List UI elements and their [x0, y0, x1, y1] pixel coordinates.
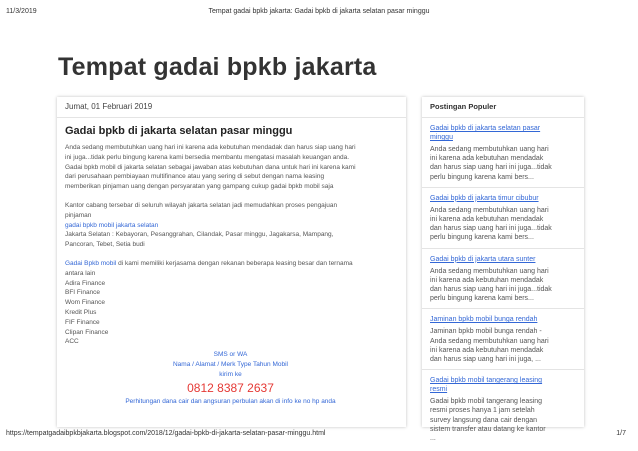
contact-cta: [65, 350, 396, 407]
popular-post-title[interactable]: Gadai bpkb di jakarta selatan pasar minggu: [430, 125, 541, 141]
popular-post-snippet: Anda sedang membutuhkan uang hari ini karena ada kebutuhan mendadak dan harus siap uang hari ini juga...tidak perlu bingung karena kami bers...: [430, 146, 552, 181]
text-line: antara lain: [65, 269, 96, 277]
finance-item: Wom Finance: [65, 299, 105, 307]
popular-post-snippet: Anda sedang membutuhkan uang hari ini karena ada kebutuhan mendadak dan harus siap uang hari ini juga...tidak perlu bingung karena kami bers...: [430, 206, 552, 242]
text-line: Anda sedang membutuhkan uang hari ini karena ada kebutuhan mendadak dan harus siap uang hari: [65, 144, 356, 151]
finance-item: ACC: [65, 338, 79, 346]
branch-paragraph: [65, 201, 396, 250]
post-card: [57, 97, 406, 427]
popular-post-title[interactable]: Gadai bpkb di jakarta timur cibubur: [430, 194, 539, 202]
text-line: pinjaman: [65, 211, 92, 219]
popular-post-item: [422, 309, 584, 370]
popular-post-item: [422, 118, 584, 188]
popular-post-snippet: Anda sedang membutuhkan uang hari ini karena ada kebutuhan mendadak dan harus siap uang hari ini juga...tidak perlu bingung karena kami bers...: [430, 267, 552, 303]
sms-wa-link[interactable]: SMS or WA: [213, 351, 248, 359]
gadai-bpkb-jaksel-link[interactable]: gadai bpkb mobil jakarta selatan: [65, 221, 159, 229]
popular-post-title[interactable]: Jaminan bpkb mobil bunga rendah: [430, 316, 538, 324]
popular-post-title[interactable]: Gadai bpkb mobil tangerang leasing resmi: [430, 377, 543, 394]
popular-post-snippet: Gadai bpkb mobil tangerang leasing resmi proses hanya 1 jam setelah survey langsung dana cair dengan sistem transfer atau datang ke kantor ...: [430, 398, 546, 443]
print-page-number: 1/7: [616, 430, 626, 437]
phone-number[interactable]: 0812 8387 2637: [187, 381, 274, 396]
print-date: 11/3/2019: [6, 8, 37, 15]
text-line: dari perusahaan pembiayaan multifinance atau yang sering di sebut dengan nama leasing: [65, 173, 325, 181]
popular-posts-heading: Postingan Populer: [422, 97, 584, 118]
finance-item: Clipan Finance: [65, 328, 109, 336]
text-line: Kantor cabang tersebar di seluruh wilayah jakarta selatan jadi memudahkan proses pengajuan: [65, 201, 338, 209]
intro-paragraph: [65, 143, 396, 192]
kirim-ke-link[interactable]: kirim ke: [219, 371, 242, 379]
partner-text: di kami memiliki kerjasama dengan rekanan beberapa leasing besar dan ternama: [116, 259, 353, 267]
text-line: ini juga...tidak perlu bingung karena kami bersedia membantu mengatasi masalah keuangan anda.: [65, 153, 350, 161]
blog-title[interactable]: Tempat gadai bpkb jakarta: [58, 53, 377, 81]
popular-post-snippet: Jaminan bpkb mobil bunga rendah - Anda sedang membutuhkan uang hari ini karena ada kebutuhan mendadak dan harus siap uang hari ini juga, ...: [430, 328, 549, 364]
print-header: [0, 8, 638, 20]
text-line: Gadai bpkb mobil di jakarta selatan sebagai jawaban atas kebutuhan dana untuk hari ini karena kami: [65, 163, 356, 171]
popular-posts-widget: [422, 97, 584, 443]
finance-item: BFI Finance: [65, 289, 101, 297]
popular-post-title[interactable]: Gadai bpkb di jakarta utara sunter: [430, 255, 536, 263]
popular-post-item: [422, 188, 584, 249]
popular-post-item: [422, 249, 584, 310]
format-link[interactable]: Nama / Alamat / Merk Type Tahun Mobil: [172, 361, 288, 369]
post-title: Gadai bpkb di jakarta selatan pasar minggu: [65, 125, 293, 137]
print-page-title: Tempat gadai bpkb jakarta: Gadai bpkb di jakarta selatan pasar minggu: [208, 8, 430, 15]
text-line: memberikan pinjaman uang dengan persyaratan yang gampang cukup gadai bpkb mobil saja: [65, 183, 334, 191]
post-date: Jumat, 01 Februari 2019: [57, 97, 406, 118]
finance-item: Kredit Plus: [65, 308, 97, 316]
gadai-bpkb-mobil-link[interactable]: Gadai Bpkb mobil: [65, 259, 117, 267]
post-body: [65, 143, 396, 407]
calculation-link[interactable]: Perhitungan dana cair dan angsuran perbulan akan di info ke no hp anda: [125, 398, 336, 406]
partner-paragraph: [65, 259, 396, 347]
finance-item: Adira Finance: [65, 279, 106, 287]
text-line: Jakarta Selatan : Kebayoran, Pesanggrahan, Cilandak, Pasar minggu, Jagakarsa, Mampang,: [65, 231, 334, 239]
finance-item: FIF Finance: [65, 318, 100, 326]
text-line: Pancoran, Tebet, Setia budi: [65, 241, 145, 249]
print-footer: [0, 430, 638, 442]
print-url: https://tempatgadaibpkbjakarta.blogspot.com/2018/12/gadai-bpkb-di-jakarta-selatan-pasar-minggu.html: [6, 430, 326, 437]
